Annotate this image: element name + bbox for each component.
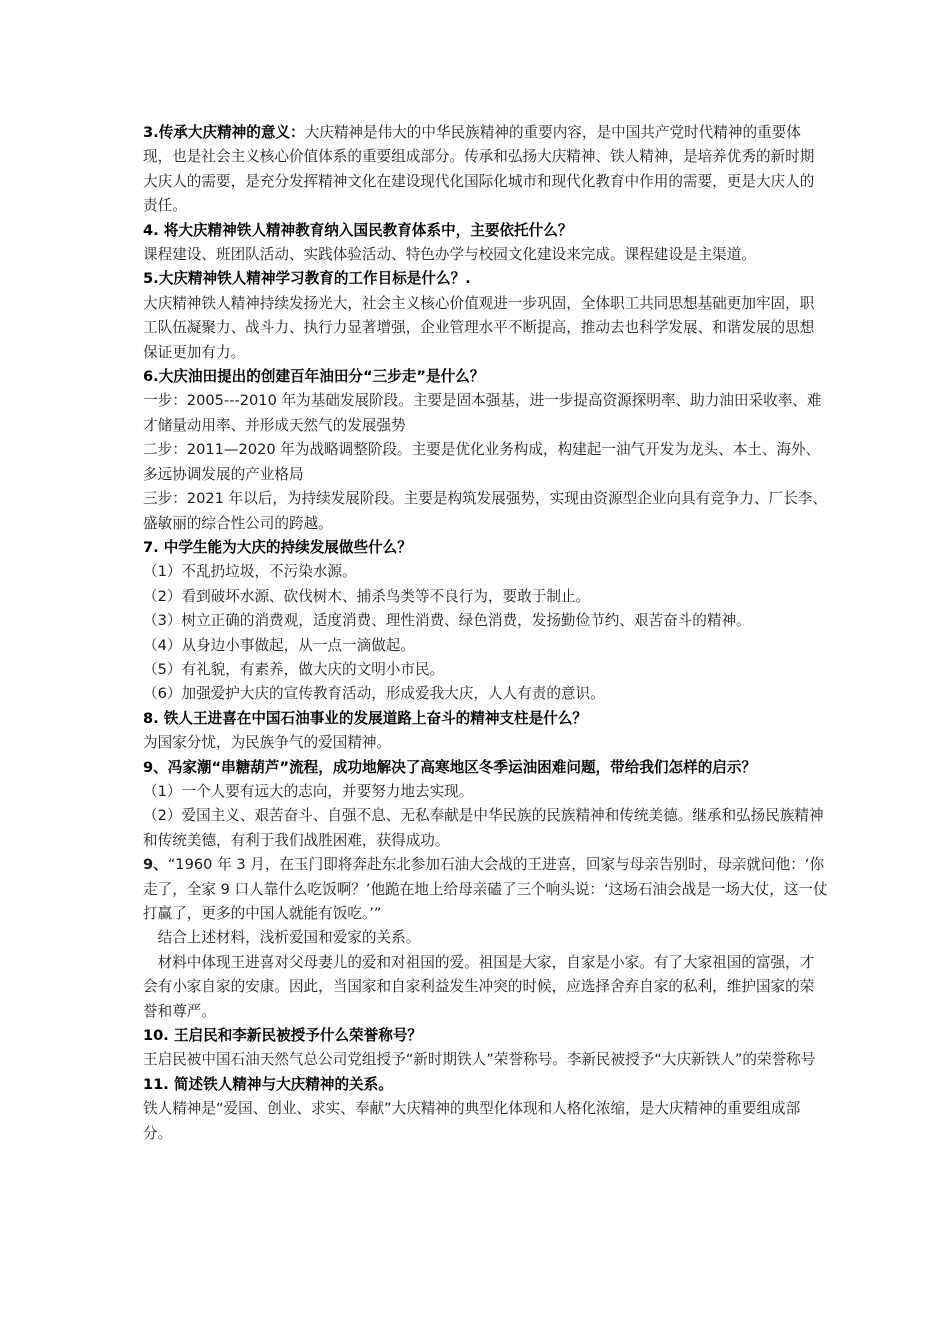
step-3: 三步：2021 年以后，为持续发展阶段。主要是构筑发展强势，实现由资源型企业向具有竞争力、厂长李、盛敏丽的综合性公司的跨越。 — [143, 490, 827, 532]
answer-11: 铁人精神是“爱国、创业、求实、奉献”大庆精神的典型化体现和人格化浓缩，是大庆精神的重要组成部分。 — [143, 1100, 801, 1142]
list-item: （2）看到破坏水源、砍伐树木、捕杀鸟类等不良行为，要敢于制止。 — [143, 587, 591, 605]
question-11: 11. 简述铁人精神与大庆精神的关系。 — [143, 1075, 393, 1093]
question-7: 7. 中学生能为大庆的持续发展做些什么？ — [143, 538, 412, 556]
list-item: （6）加强爱护大庆的宣传教育活动，形成爱我大庆，人人有责的意识。 — [143, 685, 605, 703]
question-4: 4. 将大庆精神铁人精神教育纳入国民教育体系中，主要依托什么？ — [143, 221, 573, 239]
question-9a: 9、冯家潮“串糖葫芦”流程，成功地解决了高寒地区冬季运油困难问题，带给我们怎样的启示？ — [143, 758, 757, 776]
question-6: 6.大庆油田提出的创建百年油田分“三步走”是什么？ — [143, 368, 485, 386]
material-9b-text: “1960 年 3 月，在玉门即将奔赴东北参加石油大会战的王进喜，回家与母亲告别时，母亲就问他：‘你走了，全家 9 口人靠什么吃饭啊？’他跪在地上给母亲磕了三个响头说：‘这场石油会战是一场大仗，这一仗打赢了，更多的中国人就能有饭吃。’” — [143, 856, 828, 922]
material-9b-label: 9、 — [143, 856, 168, 874]
answer-9b: 材料中体现王进喜对父母妻儿的爱和对祖国的爱。祖国是大家，自家是小家。有了大家祖国的富强，才会有小家自家的安康。因此，当国家和自家利益发生冲突的时候，应选择舍弃自家的私利，维护国家的荣誉和尊严。 — [143, 953, 815, 1020]
list-item: （5）有礼貌，有素养，做大庆的文明小市民。 — [143, 660, 445, 678]
material-9b — [143, 853, 828, 926]
question-5: 5.大庆精神铁人精神学习教育的工作目标是什么？. — [143, 270, 471, 288]
answer-5: 大庆精神铁人精神持续发扬光大，社会主义核心价值观进一步巩固，全体职工共同思想基础更加牢固，职工队伍凝聚力、战斗力、执行力显著增强，企业管理水平不断提高，推动去也科学发展、和谐发展的思想保证更加有力。 — [143, 294, 815, 361]
step-2: 二步：2011—2020 年为战略调整阶段。主要是优化业务构成，构建起一油气开发为龙头、本土、海外、多远协调发展的产业格局 — [143, 441, 821, 483]
question-8: 8. 铁人王进喜在中国石油事业的发展道路上奋斗的精神支柱是什么？ — [143, 709, 588, 727]
section-3-body: 大庆精神是伟大的中华民族精神的重要内容，是中国共产党时代精神的重要体现，也是社会主义核心价值体系的重要组成部分。传承和弘扬大庆精神、铁人精神，是培养优秀的新时期大庆人的需要，是充分发挥精神文化在建设现代化国际化城市和现代化教育中作用的需要，更是大庆人的责任。 — [143, 124, 815, 215]
section-3-paragraph — [143, 121, 828, 219]
answer-10: 王启民被中国石油天然气总公司党组授予“新时期铁人”荣誉称号。李新民被授予“大庆新铁人”的荣誉称号 — [143, 1051, 816, 1069]
section-3-title: 3.传承大庆精神的意义： — [143, 124, 305, 141]
document-body — [143, 121, 828, 1146]
list-item: （1）一个人要有远大的志向，并要努力地去实现。 — [143, 782, 474, 800]
list-item: （4）从身边小事做起，从一点一滴做起。 — [143, 636, 415, 654]
answer-4: 课程建设、班团队活动、实践体验活动、特色办学与校园文化建设来完成。课程建设是主渠道。 — [143, 246, 756, 264]
list-item: （1）不乱扔垃圾，不污染水源。 — [143, 563, 357, 581]
list-item: （2）爱国主义、艰苦奋斗、自强不息、无私奉献是中华民族的民族精神和传统美德。继承和弘扬民族精神和传统美德，有利于我们战胜困难，获得成功。 — [143, 807, 824, 849]
list-item: （3）树立正确的消费观，适度消费、理性消费、绿色消费，发扬勤俭节约、艰苦奋斗的精神。 — [143, 612, 751, 630]
answer-8: 为国家分忧，为民族争气的爱国精神。 — [143, 734, 392, 752]
step-1: 一步：2005---2010 年为基础发展阶段。主要是固本强基，进一步提高资源探明率、助力油田采收率、难才储量动用率、并形成天然气的发展强势 — [143, 392, 822, 434]
prompt-9b: 结合上述材料，浅析爱国和爱家的关系。 — [157, 929, 421, 947]
question-10: 10. 王启民和李新民被授予什么荣誉称号？ — [143, 1027, 423, 1045]
